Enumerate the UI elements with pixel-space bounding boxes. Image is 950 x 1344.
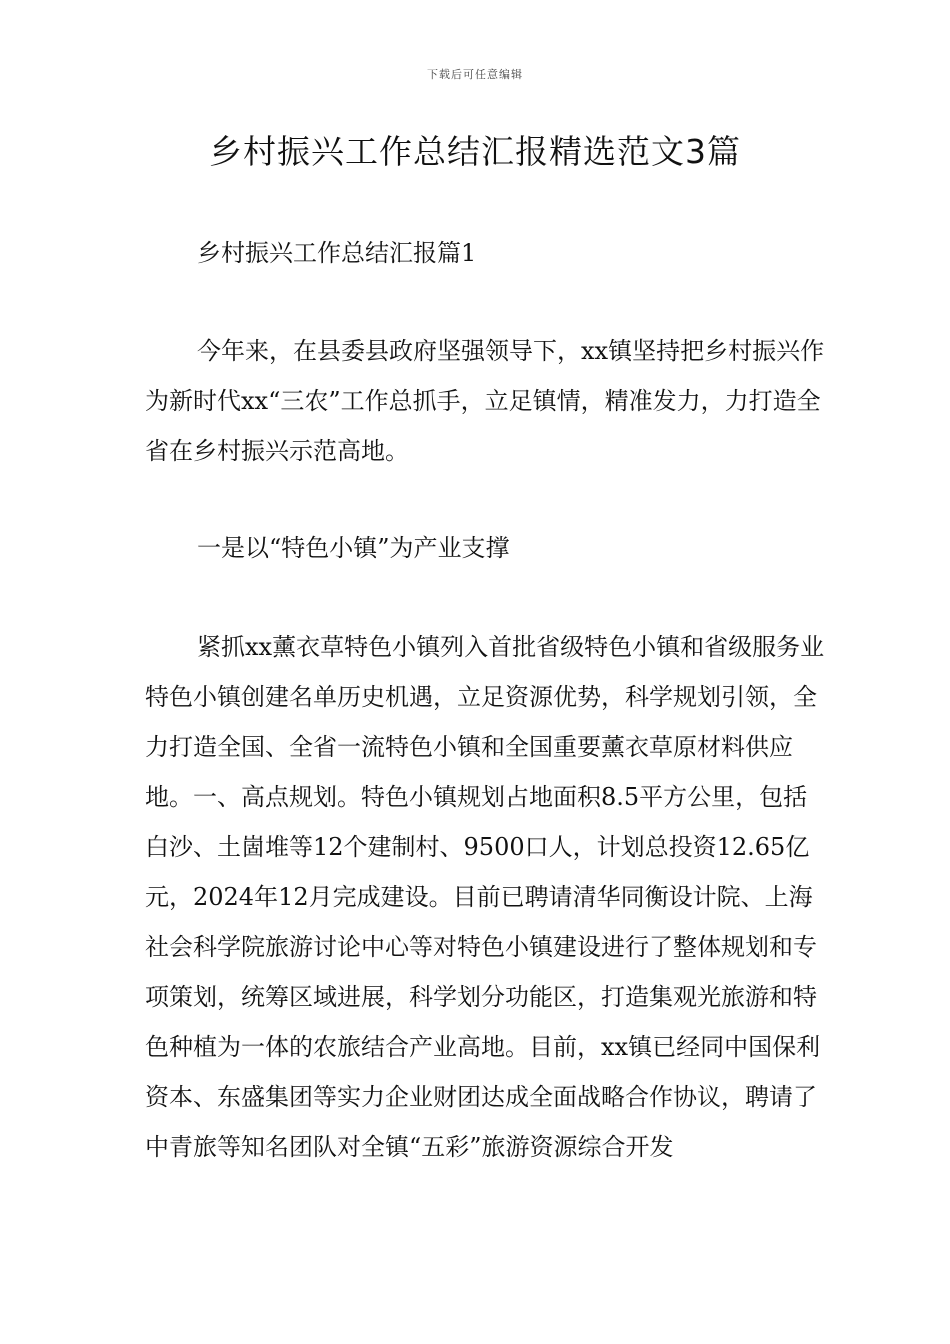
section-heading: 一是以“特色小镇”为产业支撑 <box>197 534 510 562</box>
body-paragraph: 紧抓xx薰衣草特色小镇列入首批省级特色小镇和省级服务业特色小镇创建名单历史机遇，立足资源优势，科学规划引领，全力打造全国、全省一流特色小镇和全国重要薰衣草原材料供应地。一、高点规划。特色小镇规划占地面积8.5平方公里，包括白沙、土崮堆等12个建制村、9500口人，计划总投资12.65亿元，2024年12月完成建设。目前已聘请清华同衡设计院、上海社会科学院旅游讨论中心等对特色小镇建设进行了整体规划和专项策划，统筹区域进展，科学划分功能区，打造集观光旅游和特色种植为一体的农旅结合产业高地。目前，xx镇已经同中国保利资本、东盛集团等实力企业财团达成全面战略合作协议，聘请了中青旅等知名团队对全镇“五彩”旅游资源综合开发 <box>145 633 825 1161</box>
article-subheading: 乡村振兴工作总结汇报篇1 <box>197 239 477 267</box>
header-note: 下载后可任意编辑 <box>427 68 523 81</box>
document-title: 乡村振兴工作总结汇报精选范文3篇 <box>209 132 741 171</box>
intro-paragraph: 今年来，在县委县政府坚强领导下，xx镇坚持把乡村振兴作为新时代xx“三农”工作总抓手，立足镇情，精准发力，力打造全省在乡村振兴示范高地。 <box>145 337 825 465</box>
